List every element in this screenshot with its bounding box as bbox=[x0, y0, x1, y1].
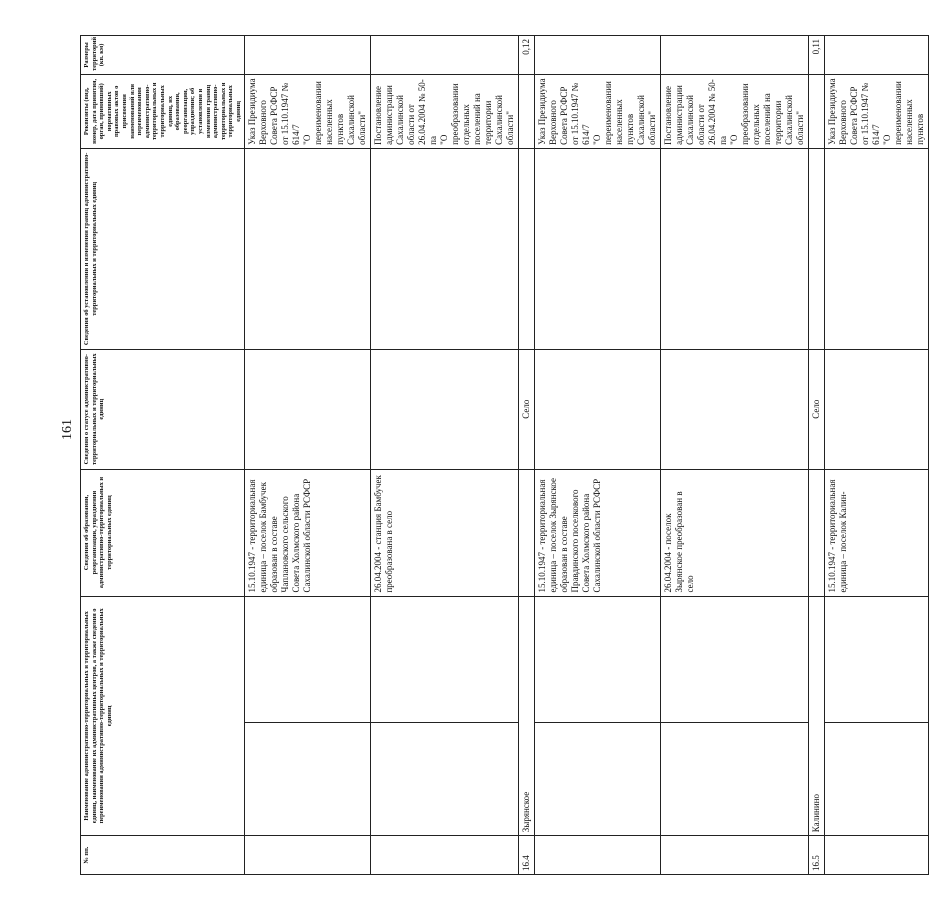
cell-empty bbox=[809, 148, 825, 349]
cell-borders bbox=[371, 148, 519, 349]
cell-acts: Указ Президиума Верховного Совета РСФСР от 15.10.1947 № 614/7 "О переименовании населенных пунктов bbox=[825, 74, 929, 148]
cell-empty bbox=[371, 596, 519, 723]
cell-number: 16.4 bbox=[519, 836, 535, 875]
cell-settlement-name: Зырянское bbox=[519, 596, 535, 836]
header-acts: Реквизиты (вид, номер, дата принятия, орган, принявший) нормативных правовых актов о присвоении наименований или переименовании административно-территориальных и территориальных единиц, их образовании, реорганизации, упразднении; об установлении и изменении границ административно-территориальных и территориальных единиц bbox=[81, 74, 245, 148]
page-number: 161 bbox=[60, 419, 75, 440]
cell-area bbox=[661, 36, 809, 75]
cell-borders bbox=[661, 148, 809, 349]
header-borders: Сведения об установлении и изменении границ административно-территориальных и территориальных единиц bbox=[81, 148, 245, 349]
cell-status bbox=[825, 349, 929, 469]
rotated-table-sheet bbox=[80, 35, 926, 875]
cell-empty bbox=[661, 596, 809, 723]
table-row bbox=[825, 36, 929, 875]
cell-status bbox=[245, 349, 371, 469]
cell-borders bbox=[245, 148, 371, 349]
cell-area bbox=[535, 36, 661, 75]
cell-empty bbox=[809, 469, 825, 596]
cell-status bbox=[535, 349, 661, 469]
cell-empty bbox=[371, 723, 519, 836]
cell-acts: Указ Президиума Верховного Совета РСФСР от 15.10.1947 № 614/7 "О переименовании населенных пунктов Сахалинской области" bbox=[535, 74, 661, 148]
header-name: Наименование административно-территориальных и территориальных единиц, наименование их административных центров, а также сведения о переименовании административно-территориальных и территориальных единиц bbox=[81, 596, 245, 836]
cell-status: Село bbox=[809, 349, 825, 469]
cell-empty bbox=[535, 596, 661, 723]
cell-area bbox=[371, 36, 519, 75]
cell-empty bbox=[825, 723, 929, 836]
header-area: Размеры территорий (кв. км) bbox=[81, 36, 245, 75]
cell-borders bbox=[825, 148, 929, 349]
header-events: Сведения об образовании, реорганизации, упразднении административно-территориальных и территориальных единиц bbox=[81, 469, 245, 596]
cell-events: 26.04.2004 - поселок Зырянское преобразован в село bbox=[661, 469, 809, 596]
cell-acts: Указ Президиума Верховного Совета РСФСР от 15.10.1947 № 614/7 "О переименовании населенных пунктов Сахалинской области" bbox=[245, 74, 371, 148]
cell-status bbox=[371, 349, 519, 469]
cell-empty bbox=[519, 148, 535, 349]
cell-empty bbox=[371, 836, 519, 875]
cell-empty bbox=[825, 836, 929, 875]
cell-empty bbox=[519, 74, 535, 148]
header-number: № пп. bbox=[81, 836, 245, 875]
cell-area bbox=[825, 36, 929, 75]
cell-status bbox=[661, 349, 809, 469]
cell-empty bbox=[245, 723, 371, 836]
cell-empty bbox=[825, 596, 929, 723]
cell-empty bbox=[809, 74, 825, 148]
header-status: Сведения о статусе административно-территориальных и территориальных единиц bbox=[81, 349, 245, 469]
cell-area: 0,11 bbox=[809, 36, 825, 75]
cell-events: 26.04.2004 - станция Бамбучек преобразована в село bbox=[371, 469, 519, 596]
cell-area: 0,12 bbox=[519, 36, 535, 75]
cell-events: 15.10.1947 - территориальная единица – поселок Калин- bbox=[825, 469, 929, 596]
table-row bbox=[661, 36, 809, 875]
cell-events: 15.10.1947 - территориальная единица – поселок Зырянское образован в составе Правдинского поселкового Совета Холмского района Сахалинской области РСФСР bbox=[535, 469, 661, 596]
cell-status: Село bbox=[519, 349, 535, 469]
table-row bbox=[535, 36, 661, 875]
table-row bbox=[371, 36, 519, 875]
cell-acts: Постановление администрации Сахалинской области от 26.04.2004 № 50-па "О преобразовании отдельных поселений на территории Сахалинской области" bbox=[371, 74, 519, 148]
table-row-settlement bbox=[809, 36, 825, 875]
cell-empty bbox=[661, 723, 809, 836]
cell-empty bbox=[535, 723, 661, 836]
cell-acts: Постановление администрации Сахалинской области от 26.04.2004 № 50-па "О преобразовании отдельных поселений на территории Сахалинской области" bbox=[661, 74, 809, 148]
cell-events: 15.10.1947 - территориальная единица – поселок Бамбучек образован в составе Чаплановского сельского Совета Холмского района Сахалинской области РСФСР bbox=[245, 469, 371, 596]
header-row bbox=[81, 36, 245, 875]
cell-settlement-name: Калинино bbox=[809, 596, 825, 836]
table-row bbox=[245, 36, 371, 875]
cell-empty bbox=[245, 836, 371, 875]
cell-empty bbox=[661, 836, 809, 875]
territorial-units-table bbox=[80, 35, 929, 875]
cell-empty bbox=[535, 836, 661, 875]
table-row-settlement bbox=[519, 36, 535, 875]
cell-empty bbox=[245, 596, 371, 723]
cell-empty bbox=[519, 469, 535, 596]
cell-borders bbox=[535, 148, 661, 349]
cell-area bbox=[245, 36, 371, 75]
cell-number: 16.5 bbox=[809, 836, 825, 875]
